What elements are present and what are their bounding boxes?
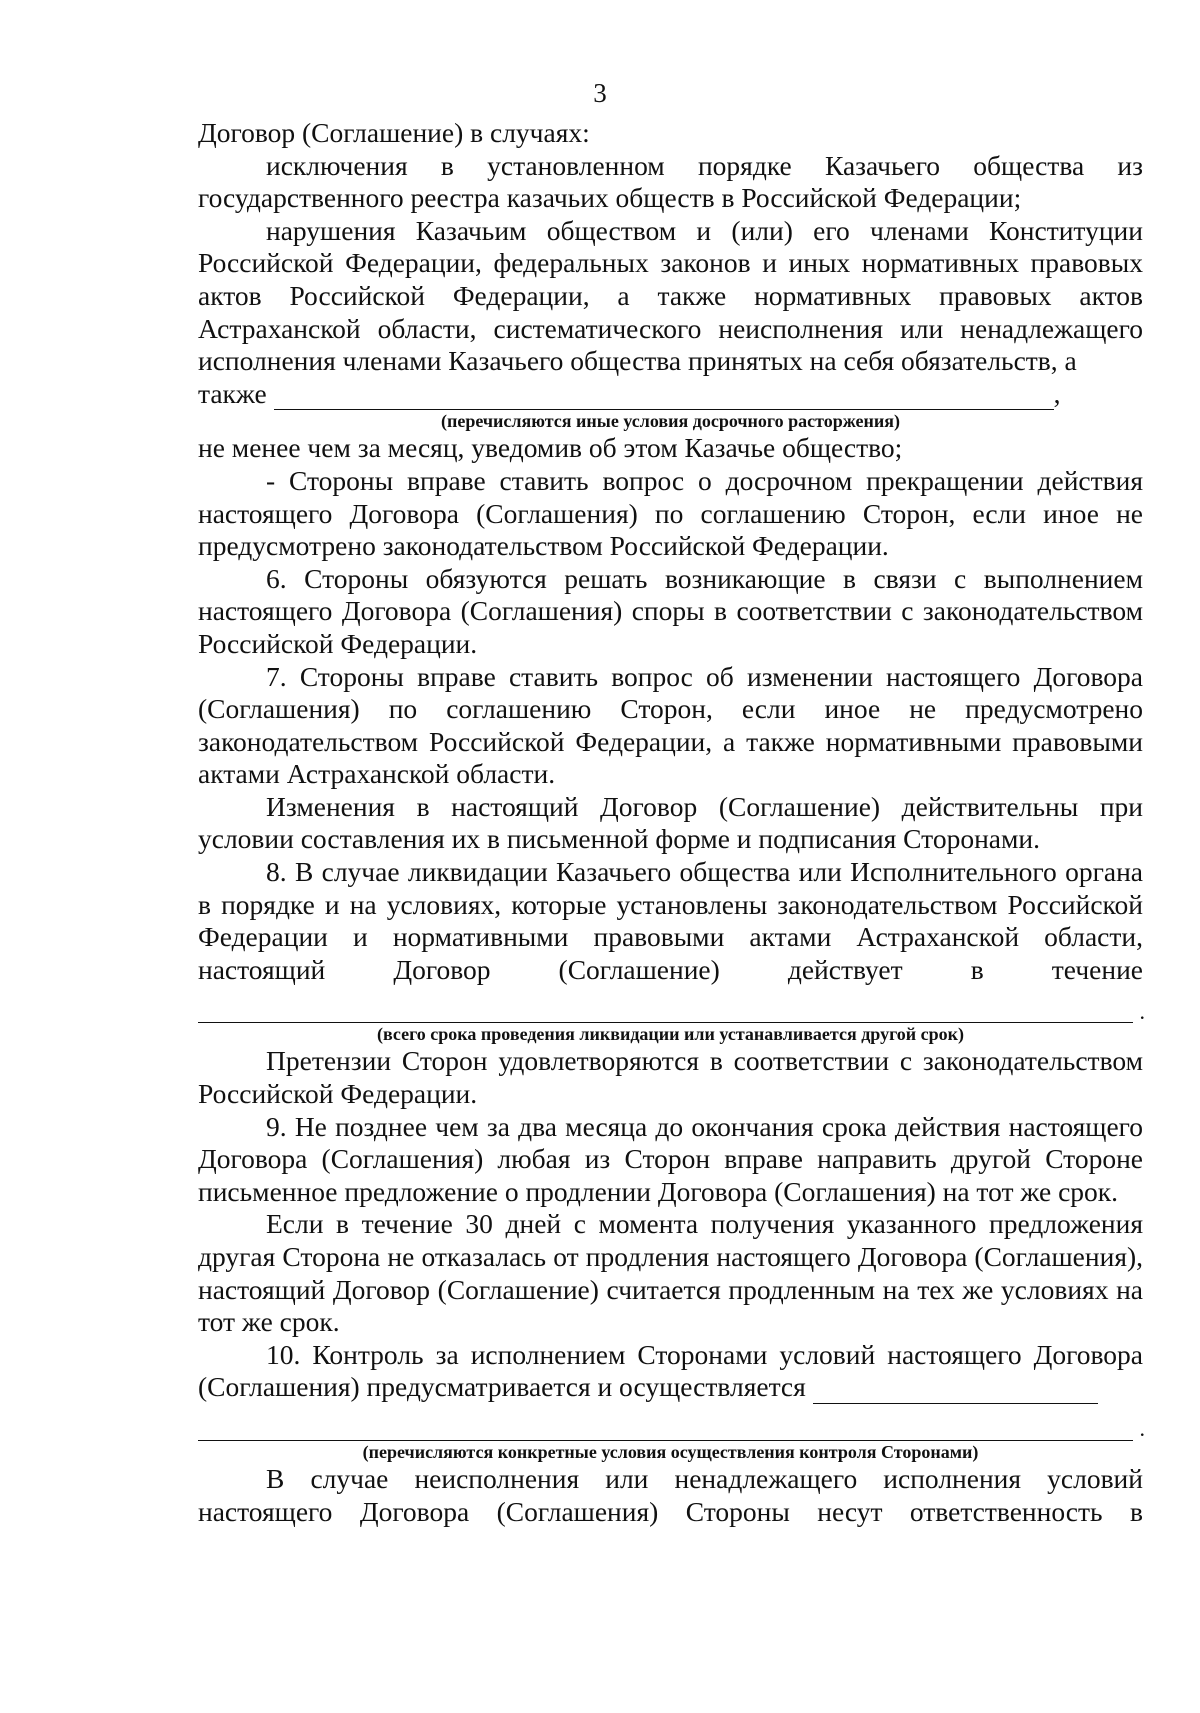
paragraph-6-disputes: 6. Стороны обязуются решать возникающие в связи с выполнением настоящего Договора (Соглашения) споры в соответствии с законодательством Российской Федерации. [198, 562, 1143, 659]
caption-early-termination: (перечисляются иные условия досрочного расторжения) [440, 411, 901, 432]
fill-in-blank-2 [198, 986, 1145, 1024]
paragraph-violation: нарушения Казачьим обществом и (или) его членами Конституции Российской Федерации, федеральных законов и иных нормативных правовых актов Российской Федерации, а также нормативных правовых актов Астраханской области, систематического неисполнения или ненадлежащего исполнения членами Казачьего общества принятых на себя обязательств, а [198, 214, 1143, 377]
paragraph-amendments-validity: Изменения в настоящий Договор (Соглашение) действительны при условии составления их в письменной форме и подписания Сторонами. [198, 790, 1143, 855]
caption-liquidation-term: (всего срока проведения ликвидации или устанавливается другой срок) [376, 1024, 965, 1045]
period-mark: . [1139, 998, 1145, 1024]
paragraph-exclusion: исключения в установленном порядке Казачьего общества из государственного реестра казачьих обществ в Российской Федерации; [198, 149, 1143, 214]
control-text: 10. Контроль за исполнением Сторонами условий настоящего Договора (Соглашения) предусматривается и осуществляется [198, 1338, 1143, 1403]
paragraph-notice: не менее чем за месяц, уведомив об этом Казачье общество; [198, 432, 903, 464]
comma: , [1053, 377, 1061, 409]
paragraph-liability: В случае неисполнения или ненадлежащего исполнения условий настоящего Договора (Соглашения) Стороны несут ответственность в [198, 1462, 1143, 1527]
paragraph-10-control [198, 1339, 1143, 1404]
page-number: 3 [593, 78, 607, 108]
paragraph-extension-condition: Если в течение 30 дней с момента получения указанного предложения другая Сторона не отказалась от продления настоящего Договора (Соглашения), настоящий Договор (Соглашение) считается продленным на тех же условиях на тот же срок. [198, 1208, 1143, 1338]
paragraph-also-line [198, 378, 1143, 411]
also-word: также [198, 377, 267, 409]
paragraph-8-liquidation: 8. В случае ликвидации Казачьего общества или Исполнительного органа в порядке и на условиях, которые установлены законодательством Российской Федерации и нормативными правовыми актами Астраханской области, настоящий Договор (Соглашение) действует в течение [198, 856, 1143, 985]
document-body [198, 117, 1143, 1528]
paragraph-9-extension: 9. Не позднее чем за два месяца до окончания срока действия настоящего Договора (Соглашения) любая из Сторон вправе направить другой Стороне письменное предложение о продлении Договора (Соглашения) на тот же срок. [198, 1110, 1143, 1207]
fill-in-blank-3 [813, 1377, 1098, 1404]
paragraph-7-amendments: 7. Стороны вправе ставить вопрос об изменении настоящего Договора (Соглашения) по соглашению Сторон, если иное не предусмотрено законодательством Российской Федерации, а также нормативными правовыми актами Астраханской области. [198, 660, 1143, 790]
fill-in-blank-1 [274, 381, 1054, 410]
paragraph-intro: Договор (Соглашение) в случаях: [198, 117, 590, 148]
paragraph-early-termination: - Стороны вправе ставить вопрос о досрочном прекращении действия настоящего Договора (Соглашения) по соглашению Сторон, если иное не предусмотрено законодательством Российской Федерации. [198, 464, 1143, 562]
period-mark-2: . [1139, 1416, 1145, 1442]
caption-control: (перечисляются конкретные условия осуществления контроля Сторонами) [362, 1441, 979, 1462]
paragraph-claims: Претензии Сторон удовлетворяются в соответствии с законодательством Российской Федерации. [198, 1045, 1143, 1110]
fill-in-blank-4 [198, 1404, 1145, 1442]
